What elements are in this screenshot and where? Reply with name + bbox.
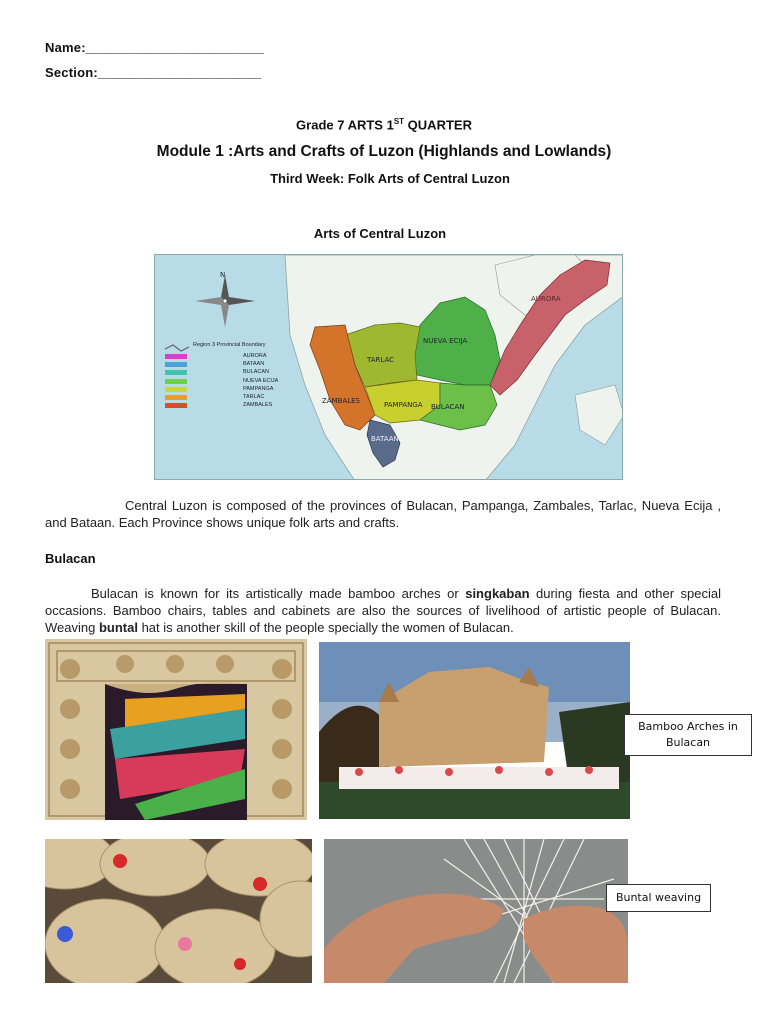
legend-label: AURORA — [243, 353, 267, 359]
map-label-tarlac: TARLAC — [367, 356, 394, 364]
map-label-zambales: ZAMBALES — [322, 397, 360, 405]
bulacan-paragraph — [45, 585, 721, 636]
legend-swatch — [165, 379, 187, 384]
intro-paragraph: Central Luzon is composed of the provinces of Bulacan, Pampanga, Zambales, Tarlac, Nueva Ecija , and Bataan. Each Province shows unique folk arts and crafts. — [45, 498, 721, 530]
bulacan-text-2: during fiesta and other special occasions. Bamboo chairs, tables and cabinets are also the sources of livelihood of artistic people of Bulacan. Weaving — [45, 586, 721, 635]
legend-label: BATAAN — [243, 361, 265, 368]
arts-section-title: Arts of Central Luzon — [313, 226, 447, 241]
map-label-nueva-ecija: NUEVA ECIJA — [423, 337, 468, 345]
map-label-pampanga: PAMPANGA — [384, 401, 423, 409]
buntal-weaving-photo — [324, 839, 628, 983]
legend-swatch — [165, 370, 187, 375]
bulacan-text-1: Bulacan is known for its artistically made bamboo arches or — [91, 586, 466, 601]
legend-label: PAMPANGA — [243, 385, 274, 392]
map-label-aurora: AURORA — [531, 295, 561, 303]
caption-buntal-weaving: Buntal weaving — [606, 884, 711, 912]
caption-bamboo-arches-line2: Bulacan — [665, 736, 711, 749]
legend-swatch — [165, 387, 187, 392]
compass-north-label: N — [220, 271, 226, 279]
bulacan-text-3: hat is another skill of the people specially the women of Bulacan. — [137, 620, 514, 635]
legend-swatch — [165, 362, 187, 367]
section-field-line: Section:______________________ — [45, 65, 262, 80]
map-graphic — [155, 255, 623, 480]
caption-bamboo-arches-line1: Bamboo Arches in — [638, 720, 738, 733]
map-label-bataan: BATAAN — [371, 435, 399, 443]
legend-label: TARLAC — [243, 394, 265, 400]
buntal-hats-photo — [45, 839, 312, 983]
name-field-line: Name:________________________ — [45, 40, 265, 55]
grade-title-sup: ST — [393, 117, 405, 126]
grade-title-suffix: QUARTER — [404, 117, 472, 133]
buntal-term: buntal — [98, 620, 138, 635]
grade-title — [0, 117, 768, 132]
legend-swatch — [165, 403, 187, 408]
bamboo-arch-closeup-photo — [45, 639, 307, 820]
week-title: Third Week: Folk Arts of Central Luzon — [270, 171, 510, 186]
caption-bamboo-arches — [624, 714, 752, 756]
map-label-bulacan: BULACAN — [431, 403, 465, 411]
legend-label: ZAMBALES — [243, 402, 273, 409]
legend-swatch — [165, 354, 187, 359]
legend-title: Region 3 Provincial Boundary — [193, 342, 266, 348]
bulacan-heading: Bulacan — [45, 551, 96, 566]
legend-label: BULACAN — [243, 369, 269, 376]
bamboo-arch-float-photo — [319, 642, 630, 819]
singkaban-term: singkaban — [465, 586, 530, 601]
legend-swatch — [165, 395, 187, 400]
grade-title-prefix: Grade 7 ARTS 1 — [296, 117, 394, 133]
module-title: Module 1 :Arts and Crafts of Luzon (Highlands and Lowlands) — [156, 143, 612, 160]
legend-label: NUEVA ECIJA — [243, 377, 279, 384]
central-luzon-map — [154, 254, 623, 480]
